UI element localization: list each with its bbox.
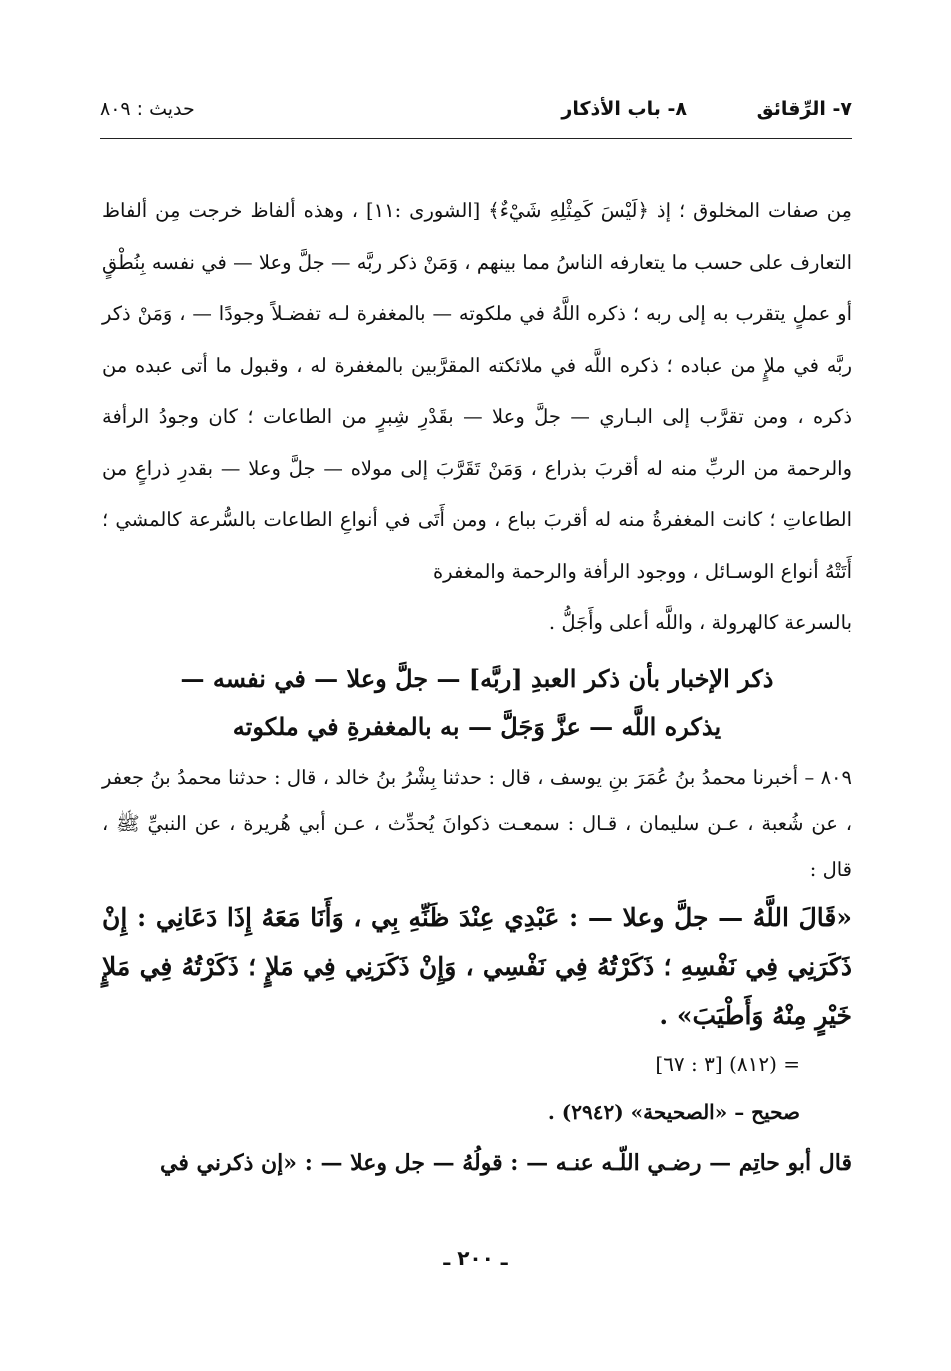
author-comment: قال أبو حاتِم — رضـي اللّـه عنـه — : قولُهُ — جل وعلا — : «إن ذكرني في [159, 1149, 852, 1176]
hadith-isnad: ٨٠٩ – أخبرنا محمدُ بنُ عُمَرَ بنِ يوسف ، قال : حدثنا بِشْرُ بنُ خالد ، قال : حدثنا محمدُ بنُ جعفر ، عن شُعبة ، عـن سليمان ، قـال : سمعـت ذكوانَ يُحدِّث ، عـن أبي هُريرة ، عن النبيِّ ﷺ ، قال : [102, 765, 852, 881]
commentary-paragraph: مِن صفات المخلوق ؛ إذ ﴿لَيْسَ كَمِثْلِهِ شَيْءٌ﴾ [الشورى :١١] ، وهذه ألفاظ خرجت مِن ألفاظ التعارف على حسب ما يتعارفه الناسُ مما بينهم ، وَمَنْ ذكر ربَّه — جلَّ وعلا — في نفسه بِنُطْقٍ أو عملٍ يتقرب به إلى ربه ؛ ذكره اللَّهُ في ملكوته — بالمغفرة لـه تفضـلاً وجودًا — ، وَمَنْ ذكر ربَّه في ملإٍ من عباده ؛ ذكره اللَّه في ملائكته المقرَّبين بالمغفرة له ، وقبول ما أتى عبده من ذكره ، ومن تقرَّب إلى البـاري — جلَّ وعلا — بقَدْرِ شِبرٍ من الطاعات ؛ كان وجودُ الرأفة والرحمة من الربِّ منه له أقربَ بذراع ، وَمَنْ تَقَرَّبَ إلى مولاه — جلَّ وعلا — بقدرِ ذراعٍ من الطاعاتِ ؛ كانت المغفرةُ منه له أقربَ بباع ، ومن أَتَى في أنواعِ الطاعات بالسُّرعة كالمشي ؛ أَتَتْهُ أنواع الوسـائل ، ووجود الرأفة والرحمة والمغفرة [102, 199, 853, 583]
hadith-matn: «قَالَ اللَّهُ — جلَّ وعلا — : عَبْدِي عِنْدَ ظَنِّهِ بِي ، وَأَنَا مَعَهُ إِذَا دَعَانِي : إِنْ ذَكَرَنِي فِي نَفْسِهِ ؛ ذَكَرْتُهُ فِي نَفْسِي ، وَإِنْ ذَكَرَنِي فِي مَلإٍ ؛ ذَكَرْتُهُ فِي مَلإٍ خَيْرٍ مِنْهُ وَأَطْيَبَ» . [102, 902, 852, 1030]
header-divider [100, 138, 852, 139]
hadith-reference: حديث : ٨٠٩ [100, 98, 195, 120]
cross-reference: = (٨١٢) [٣ : ٦٧] [655, 1051, 800, 1076]
chapter-heading-line-1: ذكر الإخبار بأن ذكر العبدِ [ربَّه] — جلَّ وعلا — في نفسه — [180, 663, 774, 693]
section-title: ٨- باب الأذكار [561, 98, 687, 120]
running-header [100, 98, 852, 134]
chapter-title: ٧- الرِّقائق [756, 98, 852, 120]
commentary-paragraph-end: بالسرعة كالهرولة ، واللَّه أعلى وأَجَلُّ . [548, 611, 852, 634]
page-number: ـ ٢٠٠ ـ [443, 1246, 508, 1270]
chapter-heading-line-2: يذكره اللَّه — عزَّ وَجَلَّ — به بالمغفرةِ في ملكوته [232, 711, 722, 741]
page-body [102, 185, 852, 1190]
hadith-grading: صحيح – «الصحيحة» (٢٩٤٢) . [547, 1099, 800, 1124]
chapter-heading [102, 655, 852, 751]
